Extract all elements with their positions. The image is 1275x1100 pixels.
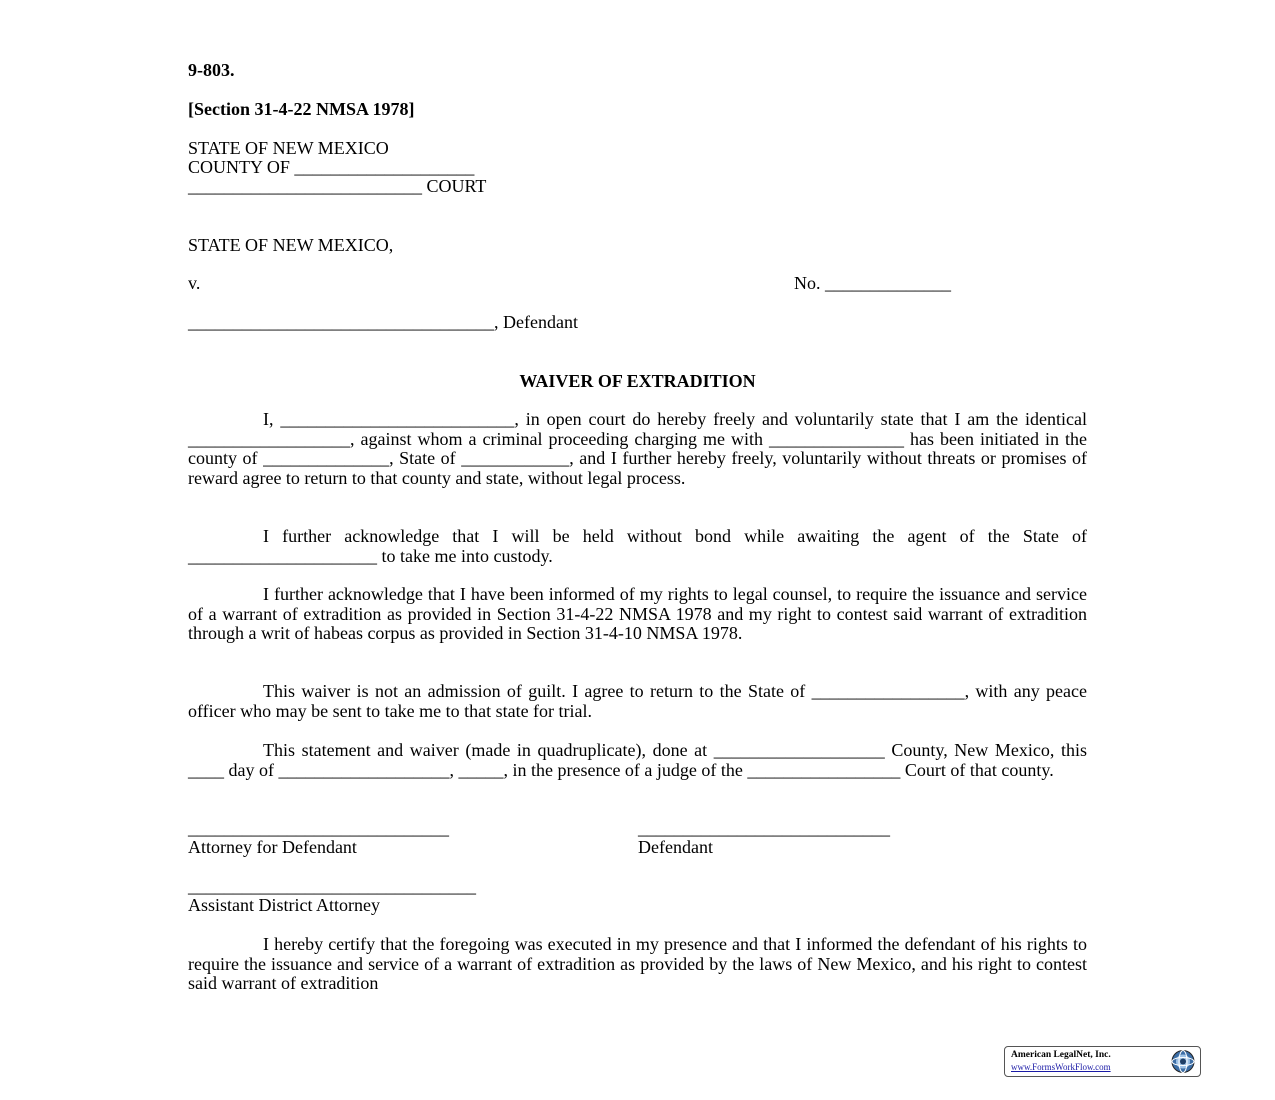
plaintiff-name: STATE OF NEW MEXICO, bbox=[188, 235, 394, 255]
paragraph-quadruplicate: This statement and waiver (made in quadruplicate), done at ___________________ County, New Mexico, this ____ day of ___________________, _____, in the presence of a judge of the _________________ Court of that county. bbox=[188, 740, 1087, 780]
paragraph-rights: I further acknowledge that I have been informed of my rights to legal counsel, to require the issuance and service of a warrant of extradition as provided in Section 31-4-22 NMSA 1978 and my right to contest said warrant of extradition through a writ of habeas corpus as provided in Section 31-4-10 NMSA 1978. bbox=[188, 584, 1087, 643]
document-title: WAIVER OF EXTRADITION bbox=[519, 371, 756, 391]
case-number: No. ______________ bbox=[794, 273, 951, 293]
form-number: 9-803. bbox=[188, 60, 235, 80]
section-reference: [Section 31-4-22 NMSA 1978] bbox=[188, 99, 415, 119]
caption-state: STATE OF NEW MEXICO bbox=[188, 138, 389, 158]
ada-signature-line: ________________________________ bbox=[188, 876, 476, 896]
attorney-signature-line: _____________________________ bbox=[188, 818, 449, 838]
defendant-signature-label: Defendant bbox=[638, 837, 713, 857]
caption-county: COUNTY OF ____________________ bbox=[188, 157, 475, 177]
defendant-signature-line: ____________________________ bbox=[638, 818, 890, 838]
caption-court: __________________________ COURT bbox=[188, 176, 487, 196]
versus-label: v. bbox=[188, 273, 201, 293]
paragraph-guilt: This waiver is not an admission of guilt. I agree to return to the State of _________________, with any peace officer who may be sent to take me to that state for trial. bbox=[188, 681, 1087, 721]
paragraph-bond: I further acknowledge that I will be held without bond while awaiting the agent of the State of _____________________ to take me into custody. bbox=[188, 526, 1087, 566]
publisher-url-link[interactable]: www.FormsWorkFlow.com bbox=[1011, 1062, 1111, 1072]
publisher-name: American LegalNet, Inc. bbox=[1011, 1050, 1111, 1060]
paragraph-statement: I, __________________________, in open court do hereby freely and voluntarily state that I am the identical __________________, against whom a criminal proceeding charging me with _______________ has been initiated in the county of ______________, State of ____________, and I further hereby freely, voluntarily without threats or promises of reward agree to return to that county and state, without legal process. bbox=[188, 409, 1087, 488]
paragraph-certification: I hereby certify that the foregoing was executed in my presence and that I informed the defendant of his rights to require the issuance and service of a warrant of extradition as provided by the laws of New Mexico, and his right to contest said warrant of extradition bbox=[188, 934, 1087, 993]
attorney-signature-label: Attorney for Defendant bbox=[188, 837, 357, 857]
globe-logo-icon bbox=[1169, 1048, 1197, 1075]
publisher-badge[interactable] bbox=[1004, 1046, 1201, 1077]
defendant-caption: __________________________________, Defendant bbox=[188, 312, 578, 332]
ada-signature-label: Assistant District Attorney bbox=[188, 895, 380, 915]
